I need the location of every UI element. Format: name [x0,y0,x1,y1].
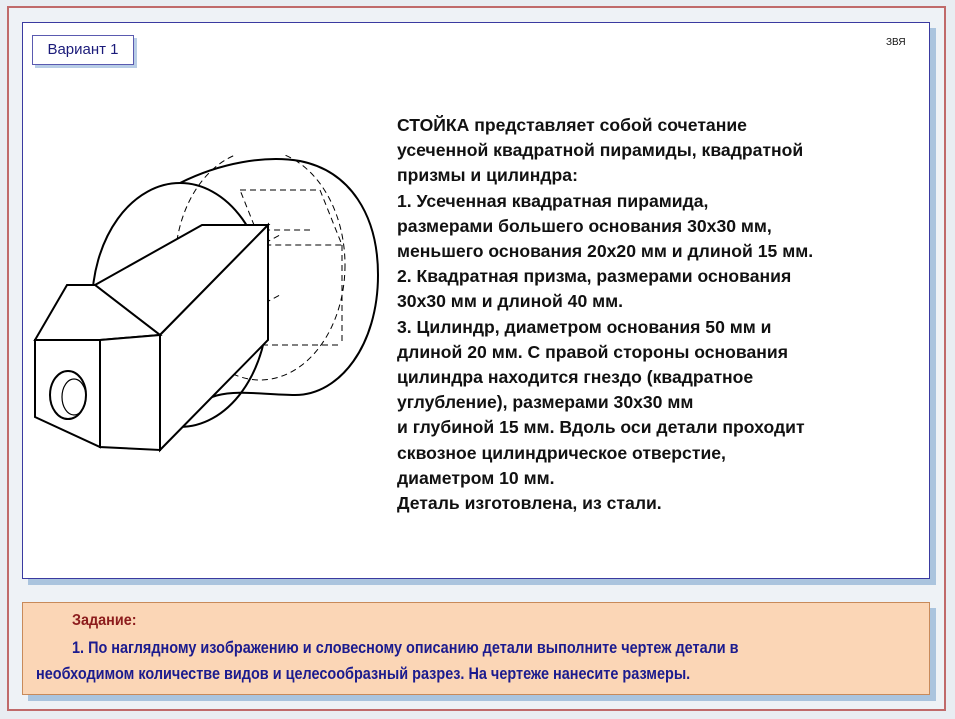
description-line: 3. Цилиндр, диаметром основания 50 мм и [397,316,772,337]
description-line: усеченной квадратной пирамиды, квадратной [397,140,804,161]
description-line: Деталь изготовлена, из стали. [397,493,662,514]
description-line: призмы и цилиндра: [397,165,578,186]
description-line: цилиндра находится гнездо (квадратное [397,367,754,388]
description-line: СТОЙКА представляет собой сочетание [397,115,747,135]
part-description [397,113,927,516]
front-square-face [35,340,100,447]
description-line: сквозное цилиндрическое отверстие, [397,442,726,463]
description-line: длиной 20 мм. С правой стороны основания [397,341,788,362]
task-text-line-2: необходимом количестве видов и целесообразный разрез. На чертеже нанесите размеры. [36,664,691,683]
description-line: 2. Квадратная призма, размерами основания [397,266,792,287]
pyramid-side-face [100,335,160,450]
variant-badge: Вариант 1 [32,35,134,65]
task-title: Задание: [72,612,137,629]
slide-code-label: ЗВЯ [886,37,906,48]
description-line: размерами большего основания 30х30 мм, [397,215,772,236]
description-line: 30х30 мм и длиной 40 мм. [397,291,624,312]
description-line: меньшего основания 20х20 мм и длиной 15 мм. [397,241,814,262]
description-line: углубление), размерами 30х30 мм [397,392,694,413]
description-line: 1. Усеченная квадратная пирамида, [397,190,709,211]
task-text-line-1: 1. По наглядному изображению и словесному описанию детали выполните чертеж детали в [72,638,739,657]
isometric-part-drawing [30,155,390,455]
description-line: диаметром 10 мм. [397,467,555,488]
description-line: и глубиной 15 мм. Вдоль оси детали проходит [397,417,805,438]
prism-and-pyramid [35,225,268,450]
